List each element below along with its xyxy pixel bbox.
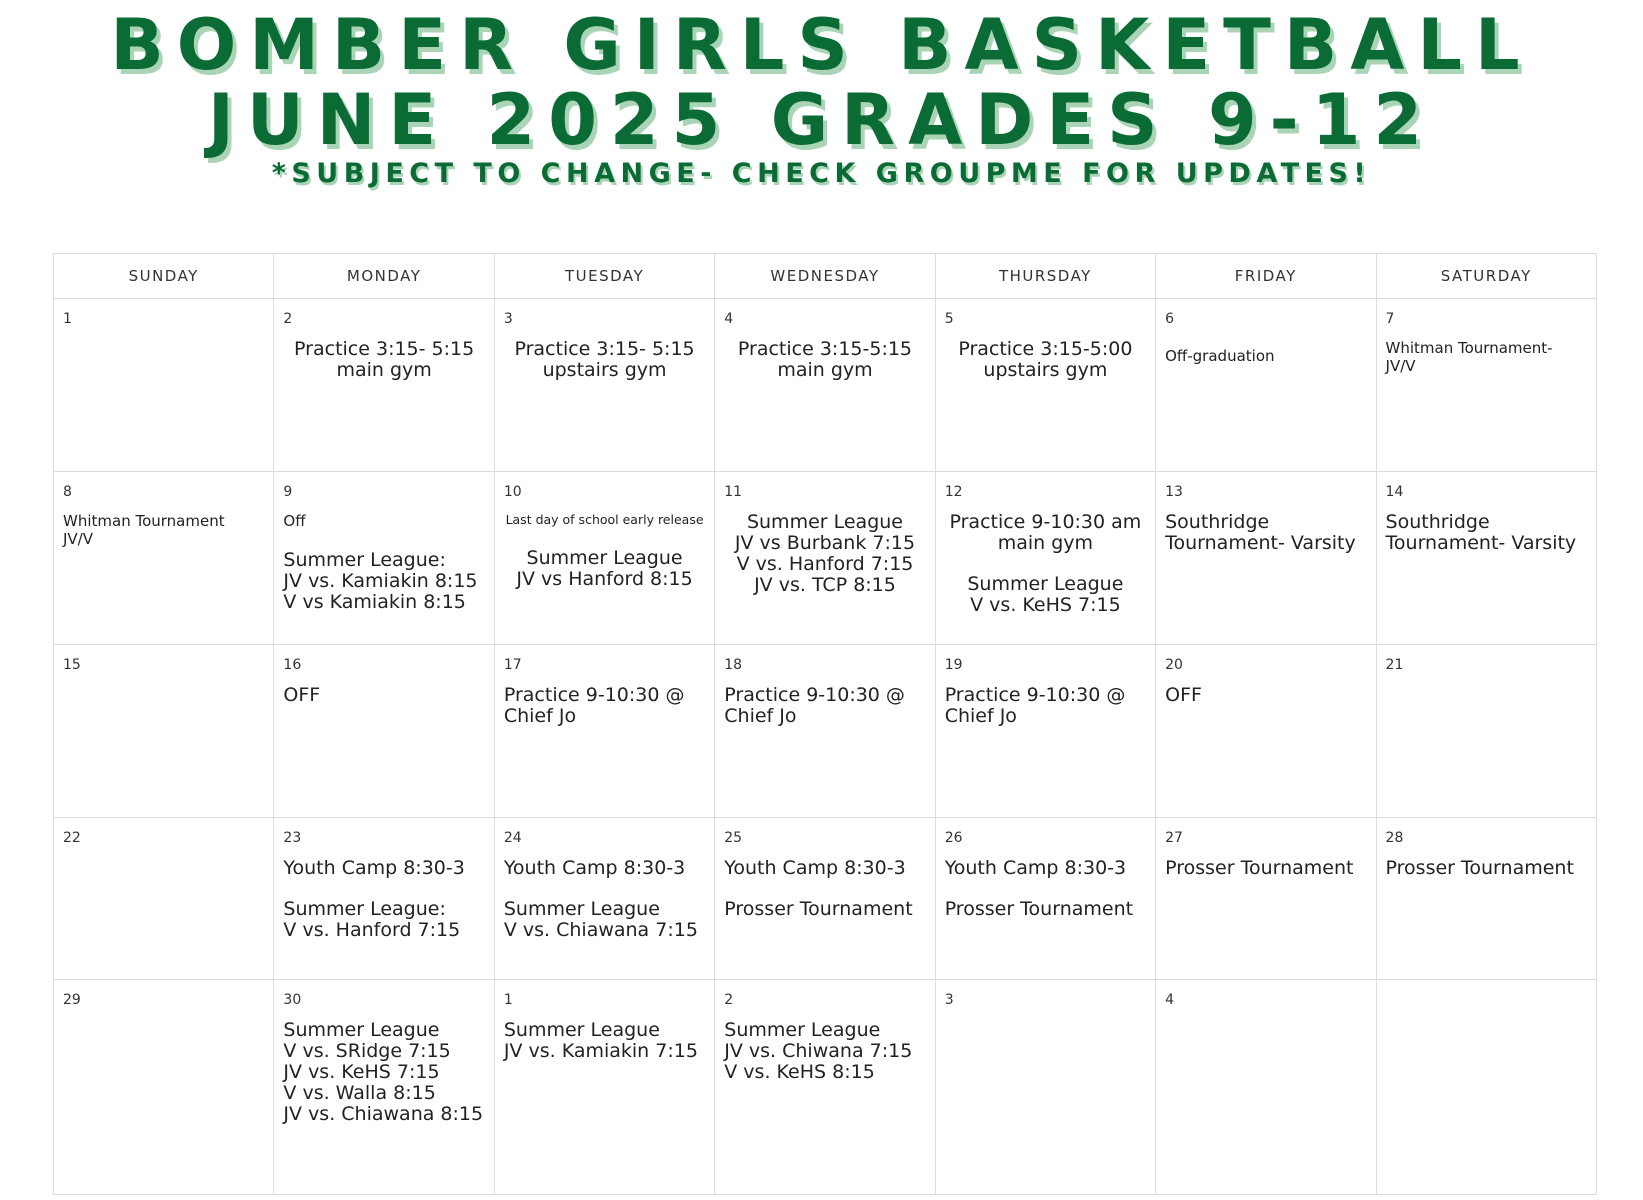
calendar-event: Prosser Tournament xyxy=(944,898,1134,920)
day-number: 2 xyxy=(283,311,293,327)
calendar-day-cell xyxy=(274,818,494,980)
calendar-event: Summer League: V vs. Hanford 7:15 xyxy=(283,898,461,941)
day-events xyxy=(274,1010,493,1125)
day-number: 3 xyxy=(503,311,513,327)
day-events xyxy=(1156,848,1375,879)
calendar-event: Practice 3:15- 5:15 upstairs gym xyxy=(514,338,695,381)
calendar-event: Practice 9-10:30 @ Chief Jo xyxy=(724,684,905,727)
day-number: 4 xyxy=(1165,992,1175,1008)
day-number: 20 xyxy=(1165,657,1183,673)
calendar-day-cell xyxy=(1156,299,1376,472)
day-number: 6 xyxy=(1165,311,1175,327)
day-events xyxy=(1377,329,1596,375)
calendar-week-row xyxy=(54,299,1597,472)
day-number: 17 xyxy=(503,657,522,673)
day-events xyxy=(1377,502,1596,554)
calendar-event: OFF xyxy=(1165,684,1202,706)
weekday-saturday: SATURDAY xyxy=(1376,254,1596,299)
day-number: 4 xyxy=(724,311,734,327)
day-events xyxy=(54,502,273,548)
calendar-day-cell xyxy=(935,818,1155,980)
calendar-day-cell xyxy=(1376,645,1596,818)
day-number: 12 xyxy=(944,484,963,500)
day-events xyxy=(936,1010,1155,1020)
day-events xyxy=(1156,502,1375,554)
day-number: 26 xyxy=(944,830,963,846)
day-number: 21 xyxy=(1385,657,1404,673)
calendar-day-cell xyxy=(935,980,1155,1195)
calendar-event: Practice 3:15-5:00 upstairs gym xyxy=(958,338,1133,381)
calendar-event: Last day of school early release xyxy=(505,512,704,527)
weekday-header-row xyxy=(54,254,1597,299)
day-number: 9 xyxy=(283,484,293,500)
calendar-day-cell xyxy=(935,645,1155,818)
day-events xyxy=(274,848,493,941)
calendar-day-cell xyxy=(715,472,935,645)
calendar-event: Prosser Tournament xyxy=(1385,857,1574,879)
calendar-event: Youth Camp 8:30-3 xyxy=(283,857,465,879)
day-events xyxy=(1377,1010,1596,1020)
calendar-day-cell xyxy=(935,299,1155,472)
day-number: 7 xyxy=(1385,311,1395,327)
day-events xyxy=(54,329,273,339)
calendar-week-row xyxy=(54,472,1597,645)
calendar-day-cell xyxy=(54,980,274,1195)
day-events xyxy=(54,848,273,858)
day-events xyxy=(274,675,493,706)
calendar-event: Summer League JV vs Hanford 8:15 xyxy=(516,547,693,590)
calendar-day-cell xyxy=(274,472,494,645)
day-number: 5 xyxy=(944,311,954,327)
day-number: 18 xyxy=(724,657,743,673)
day-events xyxy=(1156,675,1375,706)
day-number: 13 xyxy=(1165,484,1183,500)
day-events xyxy=(54,1010,273,1020)
calendar-day-cell xyxy=(1156,472,1376,645)
day-events xyxy=(715,502,934,596)
weekday-monday: MONDAY xyxy=(274,254,494,299)
day-number: 24 xyxy=(503,830,522,846)
weekday-friday: FRIDAY xyxy=(1156,254,1376,299)
calendar-event: Summer League V vs. SRidge 7:15 JV vs. KeHS 7:15 V vs. Walla 8:15 JV vs. Chiawana 8:15 xyxy=(283,1019,484,1125)
calendar-day-cell xyxy=(54,299,274,472)
day-number: 23 xyxy=(283,830,302,846)
calendar-event: Summer League V vs. KeHS 7:15 xyxy=(967,573,1124,616)
day-events xyxy=(495,675,714,727)
calendar-day-cell xyxy=(1376,980,1596,1195)
calendar-day-cell xyxy=(715,299,935,472)
calendar-grid xyxy=(53,253,1597,1195)
calendar-week-row xyxy=(54,980,1597,1195)
calendar-event: Summer League V vs. Chiawana 7:15 xyxy=(503,898,698,941)
calendar-day-cell xyxy=(715,818,935,980)
title-line-2: JUNE 2025 GRADES 9-12 xyxy=(207,79,1436,161)
day-events xyxy=(936,502,1155,616)
calendar-day-cell xyxy=(1376,818,1596,980)
calendar-event: Youth Camp 8:30-3 xyxy=(503,857,686,879)
calendar-day-cell xyxy=(494,980,714,1195)
calendar-day-cell xyxy=(54,818,274,980)
calendar-event: Summer League JV vs Burbank 7:15 V vs. Hanford 7:15 JV vs. TCP 8:15 xyxy=(734,511,916,596)
calendar-day-cell xyxy=(274,980,494,1195)
day-events xyxy=(1377,675,1596,685)
day-number: 16 xyxy=(283,657,302,673)
calendar-event: Practice 3:15-5:15 main gym xyxy=(737,338,913,381)
weekday-tuesday: TUESDAY xyxy=(494,254,714,299)
calendar-event: Southridge Tournament- Varsity xyxy=(1385,511,1577,554)
day-events xyxy=(715,848,934,920)
day-events xyxy=(1377,848,1596,879)
day-events xyxy=(495,502,714,590)
calendar-day-cell xyxy=(1376,472,1596,645)
day-events xyxy=(54,675,273,685)
day-events xyxy=(715,1010,934,1083)
calendar-day-cell xyxy=(1156,980,1376,1195)
calendar-event: Practice 9-10:30 am main gym xyxy=(949,511,1142,554)
calendar-day-cell xyxy=(494,645,714,818)
day-number: 22 xyxy=(63,830,81,846)
calendar-day-cell xyxy=(1376,299,1596,472)
calendar-day-cell xyxy=(274,299,494,472)
day-number xyxy=(1377,980,1596,1010)
calendar-event: Practice 9-10:30 @ Chief Jo xyxy=(944,684,1126,727)
calendar-event: OFF xyxy=(283,684,321,706)
calendar-event: Whitman Tournament JV/V xyxy=(63,512,225,548)
calendar-event: Off xyxy=(283,512,306,530)
day-number: 28 xyxy=(1385,830,1404,846)
day-events xyxy=(715,675,934,727)
day-events xyxy=(1156,329,1375,365)
calendar-event: Practice 3:15- 5:15 main gym xyxy=(294,338,475,381)
weekday-sunday: SUNDAY xyxy=(54,254,274,299)
day-events xyxy=(495,1010,714,1062)
day-events xyxy=(495,329,714,381)
day-events xyxy=(495,848,714,941)
day-events xyxy=(274,329,493,381)
day-number: 1 xyxy=(63,311,72,327)
title-line-1: BOMBER GIRLS BASKETBALL xyxy=(110,4,1533,86)
calendar-event: Prosser Tournament xyxy=(724,898,913,920)
calendar-event: Youth Camp 8:30-3 xyxy=(724,857,906,879)
calendar-day-cell xyxy=(54,645,274,818)
day-events xyxy=(936,329,1155,381)
day-number: 15 xyxy=(63,657,81,673)
calendar-event: Summer League JV vs. Kamiakin 7:15 xyxy=(503,1019,698,1062)
day-number: 25 xyxy=(724,830,743,846)
calendar-day-cell xyxy=(935,472,1155,645)
calendar-day-cell xyxy=(54,472,274,645)
weekday-thursday: THURSDAY xyxy=(935,254,1155,299)
day-number: 3 xyxy=(944,992,954,1008)
day-number: 29 xyxy=(63,992,81,1008)
day-number: 30 xyxy=(283,992,302,1008)
day-number: 11 xyxy=(724,484,743,500)
day-events xyxy=(274,502,493,613)
calendar-day-cell xyxy=(494,299,714,472)
calendar-week-row xyxy=(54,645,1597,818)
calendar-day-cell xyxy=(715,645,935,818)
calendar-week-row xyxy=(54,818,1597,980)
day-number: 2 xyxy=(724,992,734,1008)
calendar-day-cell xyxy=(1156,645,1376,818)
calendar-event: Prosser Tournament xyxy=(1165,857,1354,879)
day-events xyxy=(936,675,1155,727)
subtitle-notice: *SUBJECT TO CHANGE- CHECK GROUPME FOR UPDATES! xyxy=(271,158,1372,189)
day-events xyxy=(936,848,1155,920)
calendar-event: Summer League JV vs. Chiwana 7:15 V vs. KeHS 8:15 xyxy=(724,1019,913,1083)
day-number: 1 xyxy=(503,992,513,1008)
day-number: 14 xyxy=(1385,484,1404,500)
calendar-event: Practice 9-10:30 @ Chief Jo xyxy=(503,684,685,727)
day-number: 10 xyxy=(503,484,522,500)
calendar-event: Off-graduation xyxy=(1165,347,1275,365)
day-number: 8 xyxy=(63,484,72,500)
day-events xyxy=(715,329,934,381)
day-number: 19 xyxy=(944,657,963,673)
day-number: 27 xyxy=(1165,830,1183,846)
weekday-wednesday: WEDNESDAY xyxy=(715,254,935,299)
calendar-day-cell xyxy=(494,818,714,980)
calendar-event: Summer League: JV vs. Kamiakin 8:15 V vs Kamiakin 8:15 xyxy=(283,549,478,613)
calendar-day-cell xyxy=(494,472,714,645)
calendar-event: Southridge Tournament- Varsity xyxy=(1165,511,1356,554)
calendar-day-cell xyxy=(1156,818,1376,980)
calendar-day-cell xyxy=(715,980,935,1195)
calendar-event: Youth Camp 8:30-3 xyxy=(944,857,1127,879)
calendar-day-cell xyxy=(274,645,494,818)
day-events xyxy=(1156,1010,1375,1020)
calendar-event: Whitman Tournament- JV/V xyxy=(1385,339,1553,375)
